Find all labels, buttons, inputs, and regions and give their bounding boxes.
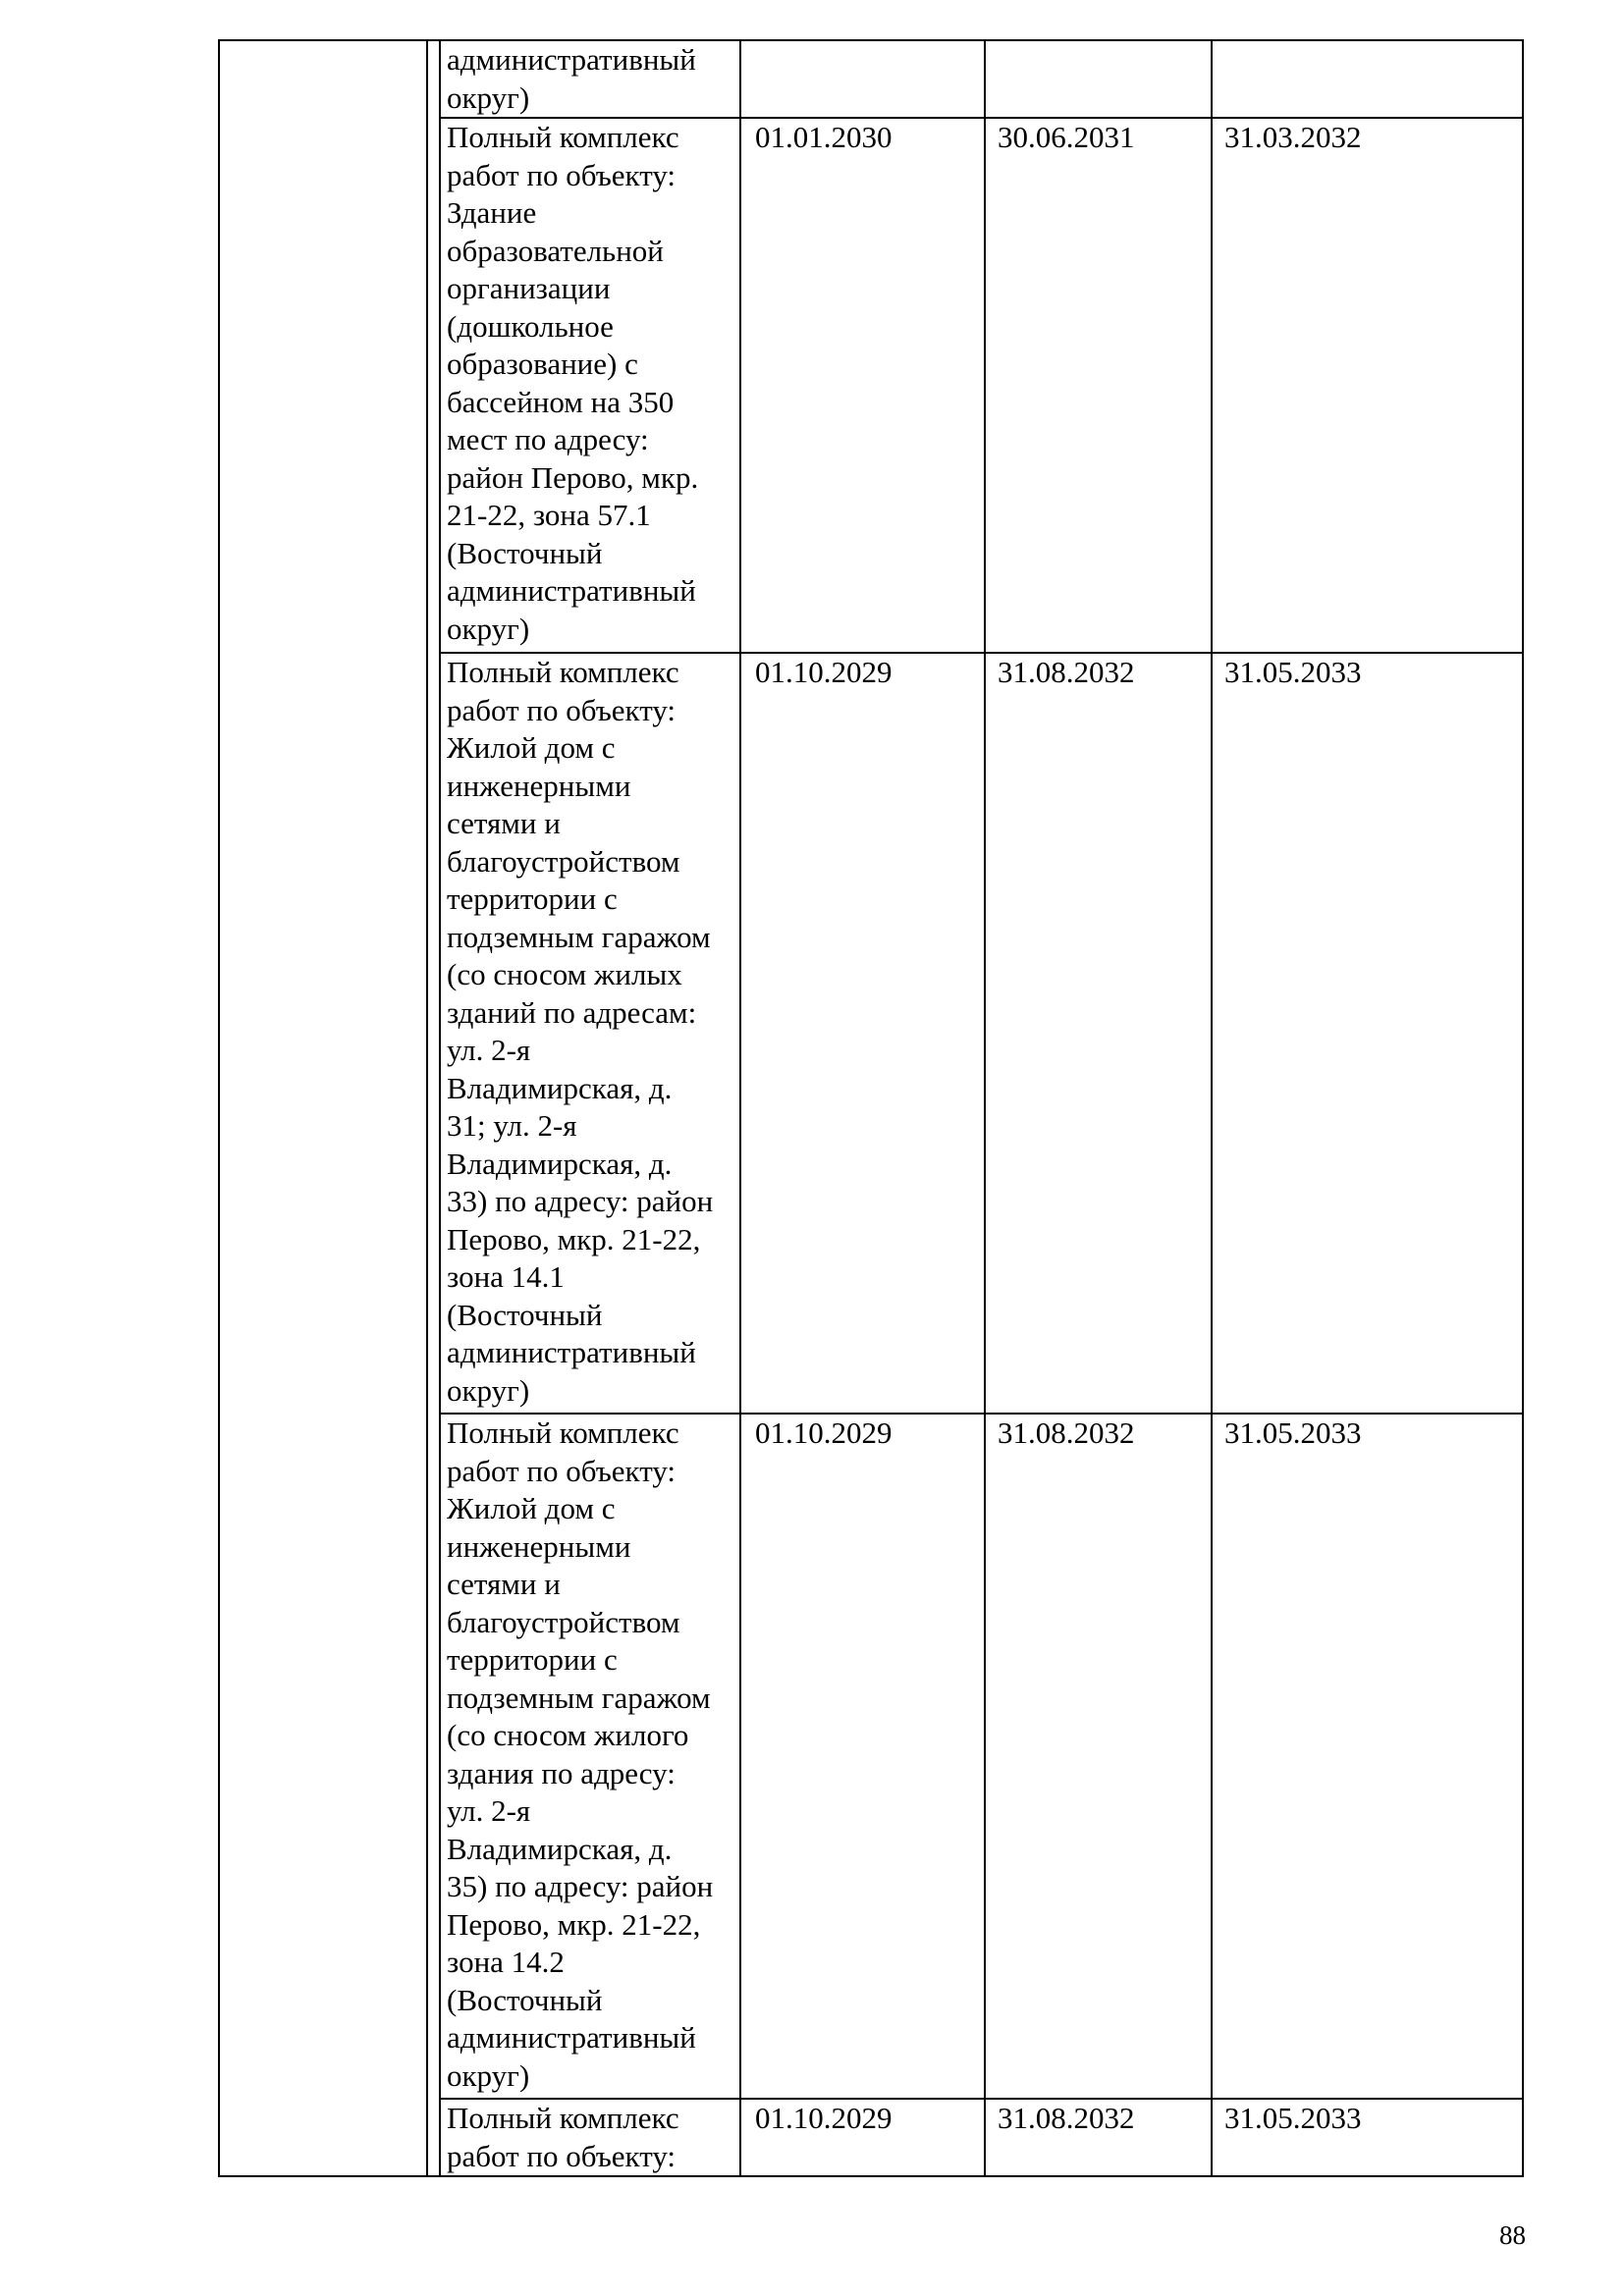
table-row	[219, 40, 1523, 118]
deadline-date-cell: 31.05.2033	[1212, 653, 1523, 1414]
start-date-cell: 01.10.2029	[740, 1414, 985, 2099]
left-merged-cell	[219, 40, 427, 2176]
end-date-cell: 31.08.2032	[985, 1414, 1212, 2099]
deadline-date-cell	[1212, 40, 1523, 118]
object-description-cell: Полный комплекс работ по объекту: Здание образовательной организации (дошкольное образование) с бассейном на 350 мест по адресу: район Перово, мкр. 21-22, зона 57.1 (Восточный административный округ)	[440, 118, 740, 653]
object-description-cell: Полный комплекс работ по объекту:	[440, 2099, 740, 2176]
object-description-cell: Полный комплекс работ по объекту: Жилой дом с инженерными сетями и благоустройством территории с подземным гаражом (со сносом жилых зданий по адресам: ул. 2-я Владимирская, д. 31; ул. 2-я Владимирская, д. 33) по адресу: район Перово, мкр. 21-22, зона 14.1 (Восточный административный округ)	[440, 653, 740, 1414]
schedule-table	[218, 39, 1524, 2177]
object-description-cell: административный округ)	[440, 40, 740, 118]
page-number: 88	[1499, 2220, 1526, 2250]
deadline-date-cell: 31.03.2032	[1212, 118, 1523, 653]
start-date-cell: 01.01.2030	[740, 118, 985, 653]
end-date-cell: 30.06.2031	[985, 118, 1212, 653]
end-date-cell: 31.08.2032	[985, 2099, 1212, 2176]
deadline-date-cell: 31.05.2033	[1212, 2099, 1523, 2176]
end-date-cell: 31.08.2032	[985, 653, 1212, 1414]
narrow-merged-cell	[427, 40, 440, 2176]
start-date-cell	[740, 40, 985, 118]
start-date-cell: 01.10.2029	[740, 2099, 985, 2176]
deadline-date-cell: 31.05.2033	[1212, 1414, 1523, 2099]
object-description-cell: Полный комплекс работ по объекту: Жилой дом с инженерными сетями и благоустройством территории с подземным гаражом (со сносом жилого здания по адресу: ул. 2-я Владимирская, д. 35) по адресу: район Перово, мкр. 21-22, зона 14.2 (Восточный административный округ)	[440, 1414, 740, 2099]
end-date-cell	[985, 40, 1212, 118]
start-date-cell: 01.10.2029	[740, 653, 985, 1414]
